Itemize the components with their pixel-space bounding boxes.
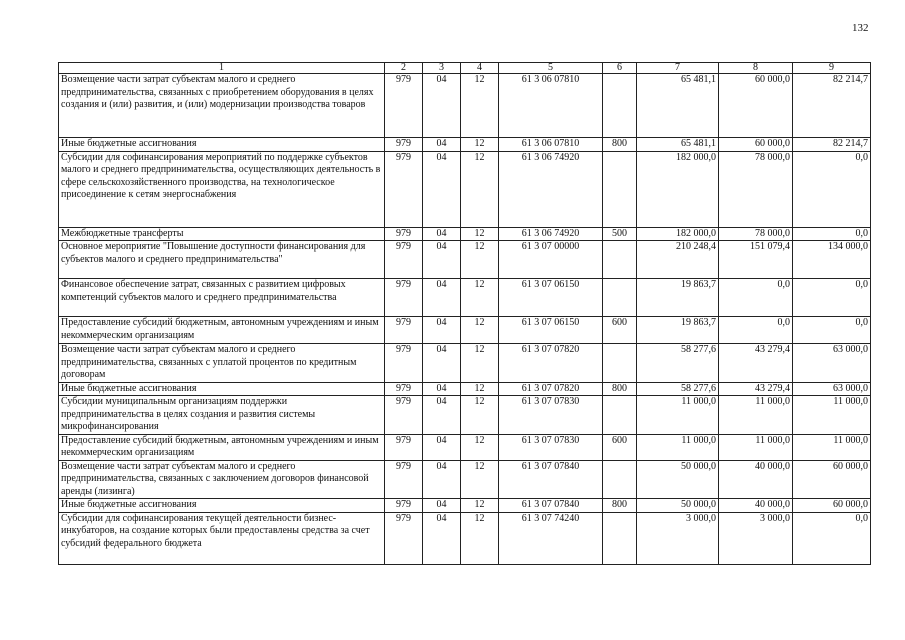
row-year2-cell: 40 000,0 xyxy=(719,499,793,513)
row-vr-cell xyxy=(603,151,637,227)
row-year3-cell: 0,0 xyxy=(793,279,871,317)
row-name-cell: Предоставление субсидий бюджетным, автономным учреждениям и иным некоммерческим организациям xyxy=(59,434,385,460)
row-rz-cell: 04 xyxy=(423,434,461,460)
row-year1-cell: 11 000,0 xyxy=(637,434,719,460)
row-vr-cell: 800 xyxy=(603,382,637,396)
table-row xyxy=(59,460,871,499)
row-pr-cell: 12 xyxy=(461,396,499,435)
row-name-cell: Финансовое обеспечение затрат, связанных с развитием цифровых компетенций субъектов малого и среднего предпринимательства xyxy=(59,279,385,317)
row-rz-cell: 04 xyxy=(423,241,461,279)
row-name-cell: Предоставление субсидий бюджетным, автономным учреждениям и иным некоммерческим организациям xyxy=(59,317,385,344)
table-row xyxy=(59,382,871,396)
column-header: 8 xyxy=(719,63,793,74)
row-name-cell: Возмещение части затрат субъектам малого и среднего предпринимательства, связанных с уплатой процентов по кредитным договорам xyxy=(59,344,385,383)
row-pr-cell: 12 xyxy=(461,241,499,279)
row-ved-cell: 979 xyxy=(385,227,423,241)
row-year2-cell: 0,0 xyxy=(719,279,793,317)
row-vr-cell xyxy=(603,241,637,279)
row-year1-cell: 3 000,0 xyxy=(637,512,719,564)
table-row xyxy=(59,279,871,317)
row-pr-cell: 12 xyxy=(461,138,499,152)
row-ved-cell: 979 xyxy=(385,344,423,383)
row-year1-cell: 50 000,0 xyxy=(637,499,719,513)
row-rz-cell: 04 xyxy=(423,512,461,564)
row-pr-cell: 12 xyxy=(461,434,499,460)
row-year1-cell: 58 277,6 xyxy=(637,344,719,383)
row-name-cell: Основное мероприятие "Повышение доступности финансирования для субъектов малого и среднего предпринимательства" xyxy=(59,241,385,279)
row-rz-cell: 04 xyxy=(423,151,461,227)
row-ved-cell: 979 xyxy=(385,460,423,499)
row-pr-cell: 12 xyxy=(461,74,499,138)
budget-table xyxy=(58,62,871,565)
row-vr-cell xyxy=(603,512,637,564)
row-year3-cell: 60 000,0 xyxy=(793,460,871,499)
row-name-cell: Иные бюджетные ассигнования xyxy=(59,382,385,396)
page-number: 132 xyxy=(852,22,869,34)
row-ved-cell: 979 xyxy=(385,279,423,317)
row-year2-cell: 43 279,4 xyxy=(719,344,793,383)
table-row xyxy=(59,317,871,344)
row-year1-cell: 11 000,0 xyxy=(637,396,719,435)
row-rz-cell: 04 xyxy=(423,138,461,152)
table-header-row xyxy=(59,63,871,74)
row-ved-cell: 979 xyxy=(385,241,423,279)
row-vr-cell: 600 xyxy=(603,434,637,460)
table-row xyxy=(59,138,871,152)
row-year2-cell: 78 000,0 xyxy=(719,227,793,241)
row-ved-cell: 979 xyxy=(385,317,423,344)
row-year2-cell: 78 000,0 xyxy=(719,151,793,227)
row-csr-cell: 61 3 07 06150 xyxy=(499,317,603,344)
row-name-cell: Возмещение части затрат субъектам малого и среднего предпринимательства, связанных с приобретением оборудования в целях создания и (или) развития, и (или) модернизации производства товаров xyxy=(59,74,385,138)
row-csr-cell: 61 3 07 00000 xyxy=(499,241,603,279)
row-csr-cell: 61 3 07 07830 xyxy=(499,396,603,435)
row-ved-cell: 979 xyxy=(385,499,423,513)
row-name-cell: Субсидии муниципальным организациям поддержки предпринимательства в целях создания и развития системы микрофинансирования xyxy=(59,396,385,435)
row-ved-cell: 979 xyxy=(385,138,423,152)
row-pr-cell: 12 xyxy=(461,344,499,383)
table-row xyxy=(59,396,871,435)
row-year1-cell: 210 248,4 xyxy=(637,241,719,279)
row-pr-cell: 12 xyxy=(461,460,499,499)
row-ved-cell: 979 xyxy=(385,382,423,396)
row-pr-cell: 12 xyxy=(461,499,499,513)
row-rz-cell: 04 xyxy=(423,382,461,396)
row-year2-cell: 11 000,0 xyxy=(719,434,793,460)
row-name-cell: Иные бюджетные ассигнования xyxy=(59,138,385,152)
row-csr-cell: 61 3 07 07820 xyxy=(499,382,603,396)
row-ved-cell: 979 xyxy=(385,74,423,138)
row-pr-cell: 12 xyxy=(461,382,499,396)
row-vr-cell: 800 xyxy=(603,138,637,152)
row-rz-cell: 04 xyxy=(423,396,461,435)
row-year2-cell: 43 279,4 xyxy=(719,382,793,396)
row-ved-cell: 979 xyxy=(385,434,423,460)
row-csr-cell: 61 3 07 07820 xyxy=(499,344,603,383)
table-row xyxy=(59,499,871,513)
row-rz-cell: 04 xyxy=(423,317,461,344)
row-ved-cell: 979 xyxy=(385,396,423,435)
row-year3-cell: 82 214,7 xyxy=(793,138,871,152)
row-year1-cell: 58 277,6 xyxy=(637,382,719,396)
row-year3-cell: 82 214,7 xyxy=(793,74,871,138)
row-year1-cell: 65 481,1 xyxy=(637,74,719,138)
row-name-cell: Иные бюджетные ассигнования xyxy=(59,499,385,513)
row-csr-cell: 61 3 06 07810 xyxy=(499,74,603,138)
row-vr-cell: 600 xyxy=(603,317,637,344)
row-name-cell: Межбюджетные трансферты xyxy=(59,227,385,241)
row-csr-cell: 61 3 06 74920 xyxy=(499,151,603,227)
column-header: 9 xyxy=(793,63,871,74)
row-rz-cell: 04 xyxy=(423,227,461,241)
row-csr-cell: 61 3 06 07810 xyxy=(499,138,603,152)
row-year1-cell: 65 481,1 xyxy=(637,138,719,152)
row-year3-cell: 0,0 xyxy=(793,512,871,564)
row-vr-cell xyxy=(603,396,637,435)
row-vr-cell xyxy=(603,344,637,383)
table-row xyxy=(59,344,871,383)
row-year3-cell: 63 000,0 xyxy=(793,344,871,383)
row-name-cell: Возмещение части затрат субъектам малого и среднего предпринимательства, связанных с заключением договоров финансовой аренды (лизинга) xyxy=(59,460,385,499)
row-year3-cell: 60 000,0 xyxy=(793,499,871,513)
row-csr-cell: 61 3 06 74920 xyxy=(499,227,603,241)
column-header: 7 xyxy=(637,63,719,74)
row-vr-cell xyxy=(603,460,637,499)
column-header: 2 xyxy=(385,63,423,74)
row-year3-cell: 0,0 xyxy=(793,151,871,227)
row-year2-cell: 151 079,4 xyxy=(719,241,793,279)
row-ved-cell: 979 xyxy=(385,512,423,564)
row-year3-cell: 0,0 xyxy=(793,227,871,241)
table-row xyxy=(59,434,871,460)
column-header: 6 xyxy=(603,63,637,74)
column-header: 5 xyxy=(499,63,603,74)
row-name-cell: Субсидии для софинансирования текущей деятельности бизнес-инкубаторов, на создание которых были предоставлены средства за счет субсидий федерального бюджета xyxy=(59,512,385,564)
row-year3-cell: 134 000,0 xyxy=(793,241,871,279)
column-header: 1 xyxy=(59,63,385,74)
row-year3-cell: 63 000,0 xyxy=(793,382,871,396)
row-csr-cell: 61 3 07 74240 xyxy=(499,512,603,564)
row-csr-cell: 61 3 07 06150 xyxy=(499,279,603,317)
row-pr-cell: 12 xyxy=(461,227,499,241)
row-pr-cell: 12 xyxy=(461,512,499,564)
row-csr-cell: 61 3 07 07830 xyxy=(499,434,603,460)
table-row xyxy=(59,241,871,279)
row-year2-cell: 60 000,0 xyxy=(719,138,793,152)
row-csr-cell: 61 3 07 07840 xyxy=(499,460,603,499)
row-year2-cell: 3 000,0 xyxy=(719,512,793,564)
table-row xyxy=(59,151,871,227)
row-ved-cell: 979 xyxy=(385,151,423,227)
row-rz-cell: 04 xyxy=(423,499,461,513)
row-pr-cell: 12 xyxy=(461,317,499,344)
column-header: 3 xyxy=(423,63,461,74)
row-year3-cell: 0,0 xyxy=(793,317,871,344)
row-vr-cell: 500 xyxy=(603,227,637,241)
row-year3-cell: 11 000,0 xyxy=(793,396,871,435)
row-vr-cell xyxy=(603,279,637,317)
row-year2-cell: 11 000,0 xyxy=(719,396,793,435)
table-row xyxy=(59,512,871,564)
row-name-cell: Субсидии для софинансирования мероприятий по поддержке субъектов малого и среднего предпринимательства, осуществляющих деятельность в сфере сельскохозяйственного производства, на технологическое присоединение к сетям энергоснабжения xyxy=(59,151,385,227)
row-year1-cell: 182 000,0 xyxy=(637,151,719,227)
row-year2-cell: 60 000,0 xyxy=(719,74,793,138)
row-year1-cell: 50 000,0 xyxy=(637,460,719,499)
row-year2-cell: 0,0 xyxy=(719,317,793,344)
column-header: 4 xyxy=(461,63,499,74)
row-year1-cell: 19 863,7 xyxy=(637,317,719,344)
row-vr-cell xyxy=(603,74,637,138)
row-rz-cell: 04 xyxy=(423,460,461,499)
row-vr-cell: 800 xyxy=(603,499,637,513)
row-rz-cell: 04 xyxy=(423,344,461,383)
row-pr-cell: 12 xyxy=(461,151,499,227)
row-year1-cell: 19 863,7 xyxy=(637,279,719,317)
row-rz-cell: 04 xyxy=(423,74,461,138)
row-year1-cell: 182 000,0 xyxy=(637,227,719,241)
row-year2-cell: 40 000,0 xyxy=(719,460,793,499)
row-pr-cell: 12 xyxy=(461,279,499,317)
table-row xyxy=(59,74,871,138)
row-year3-cell: 11 000,0 xyxy=(793,434,871,460)
row-csr-cell: 61 3 07 07840 xyxy=(499,499,603,513)
row-rz-cell: 04 xyxy=(423,279,461,317)
table-row xyxy=(59,227,871,241)
